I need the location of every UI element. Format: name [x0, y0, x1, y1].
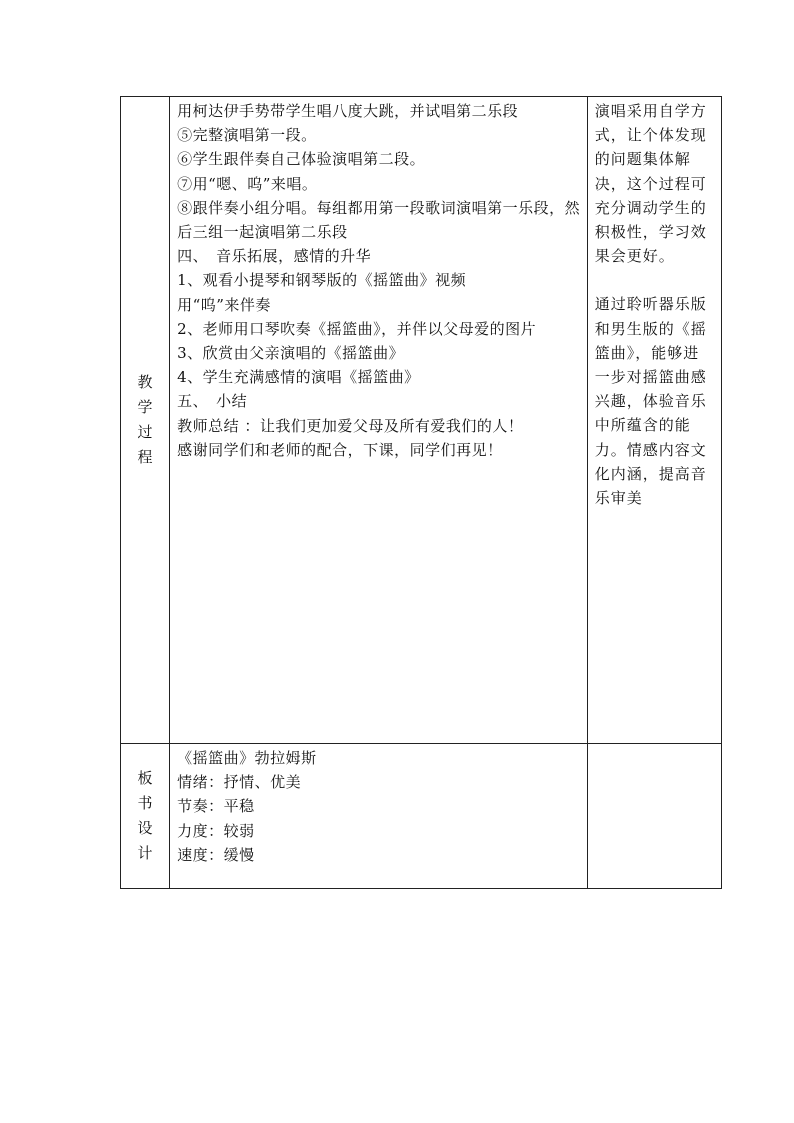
board-title: 《摇篮曲》勃拉姆斯	[177, 749, 317, 767]
label-char: 计	[137, 844, 153, 862]
teaching-process-label-cell	[121, 97, 170, 744]
board-line: 节奏：平稳	[177, 797, 255, 816]
teaching-process-content-cell	[170, 97, 588, 744]
label-char: 书	[137, 794, 153, 812]
teaching-process-label	[138, 370, 153, 470]
design-intent-cell	[587, 97, 721, 744]
section-heading: 五、 小结	[177, 392, 248, 411]
design-intent-notes	[588, 97, 721, 510]
lesson-plan-table	[120, 96, 722, 889]
design-intent-paragraph: 通过聆听器乐版和男生版的《摇篮曲》，能够进一步对摇篮曲感兴趣，体验音乐中所蕴含的能力。情感内容文化内涵，提高音乐审美	[594, 295, 707, 508]
process-line: 感谢同学们和老师的配合，下课，同学们再见！	[177, 440, 503, 459]
process-line: ⑤完整演唱第一段。	[177, 126, 317, 145]
paragraph-gap	[595, 268, 715, 292]
process-line: 用柯达伊手势带学生唱八度大跳，并试唱第二乐段	[177, 102, 519, 120]
process-line: ⑧跟伴奏小组分唱。每组都用第一段歌词演唱第一乐段，然后三组一起演唱第二乐段	[177, 198, 581, 242]
board-design-content-cell	[170, 744, 588, 889]
teaching-process-row	[121, 97, 722, 744]
process-line: ⑥学生跟伴奏自己体验演唱第二段。	[177, 150, 426, 169]
process-line: 2、老师用口琴吹奏《摇篮曲》，并伴以父母爱的图片	[177, 319, 537, 338]
teaching-process-content	[170, 97, 587, 462]
label-char: 教	[137, 373, 153, 391]
board-line: 速度：缓慢	[177, 845, 255, 864]
board-design-content	[170, 744, 587, 867]
board-notes	[588, 744, 721, 746]
board-design-label-cell	[121, 744, 170, 889]
label-char: 学	[137, 398, 153, 416]
process-line: 1、观看小提琴和钢琴版的《摇篮曲》视频	[177, 271, 467, 290]
design-intent-paragraph: 演唱采用自学方式，让个体发现的问题集体解决，这个过程可充分调动学生的积极性，学习效果会更好。	[594, 102, 707, 266]
section-heading: 四、 音乐拓展，感情的升华	[177, 247, 372, 266]
board-notes-cell	[587, 744, 721, 889]
label-char: 板	[137, 769, 153, 787]
process-line: 4、学生充满感情的演唱《摇篮曲》	[177, 368, 420, 387]
process-line: 用“呜”来伴奏	[177, 295, 271, 314]
label-char: 设	[137, 819, 153, 837]
label-char: 程	[137, 448, 153, 466]
label-char: 过	[137, 423, 153, 441]
process-line: 教师总结 ：让我们更加爱父母及所有爱我们的人！	[177, 416, 524, 435]
board-line: 力度：较弱	[177, 821, 255, 840]
board-design-row	[121, 744, 722, 889]
process-line: 3、欣赏由父亲演唱的《摇篮曲》	[177, 344, 405, 363]
board-design-label	[138, 766, 153, 866]
board-line: 情绪：抒情、优美	[177, 773, 302, 792]
process-line: ⑦用“嗯、呜”来唱。	[177, 174, 318, 193]
